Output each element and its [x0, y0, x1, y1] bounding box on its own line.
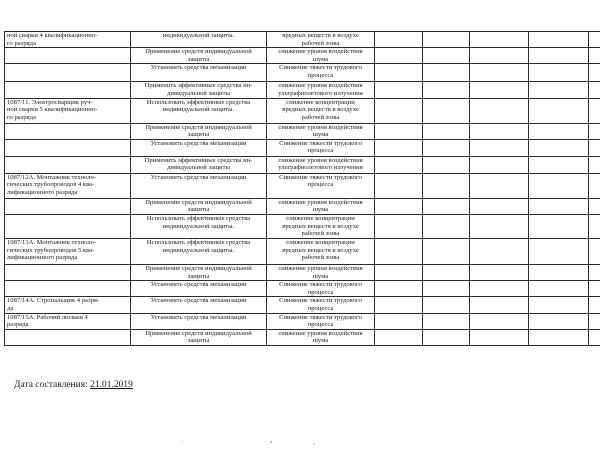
empty-cell [589, 48, 600, 64]
empty-cell [423, 264, 470, 280]
empty-cell [423, 313, 470, 329]
table-row [5, 123, 600, 139]
empty-cell [529, 156, 589, 173]
table-row [5, 48, 600, 64]
empty-cell [589, 123, 600, 139]
empty-cell [589, 139, 600, 156]
empty-cell [529, 198, 589, 214]
empty-cell [470, 173, 529, 198]
empty-cell [529, 48, 589, 64]
empty-cell [470, 198, 529, 214]
goal-cell: снижение уровня воздействия шума [267, 264, 375, 280]
table-body [5, 32, 600, 346]
compilation-date [14, 380, 133, 390]
empty-cell [470, 156, 529, 173]
measure-cell: Установить средства механизации [131, 281, 267, 297]
job-title-cell [5, 264, 131, 280]
empty-cell [375, 238, 423, 264]
table-row [5, 281, 600, 297]
goal-cell: вредных веществ в воздухе рабочей зоны [267, 32, 375, 48]
job-title-cell: 1087/12А. Монтажник техноло- гических трубопроводов 4 ква- лификационного разряда [5, 173, 131, 198]
empty-cell [589, 264, 600, 280]
empty-cell [470, 98, 529, 123]
empty-cell [423, 281, 470, 297]
empty-cell [589, 313, 600, 329]
empty-cell [589, 32, 600, 48]
table-row [5, 264, 600, 280]
empty-cell [423, 173, 470, 198]
empty-cell [423, 139, 470, 156]
table-row [5, 297, 600, 313]
goal-cell: Снижение тяжести трудового процесса [267, 64, 375, 82]
empty-cell [423, 214, 470, 238]
empty-cell [529, 329, 589, 345]
measure-cell: Применить эффективные средства ин- дивидуальной защиты [131, 156, 267, 173]
empty-cell [375, 214, 423, 238]
table-row [5, 64, 600, 82]
table-row [5, 214, 600, 238]
empty-cell [589, 82, 600, 98]
empty-cell [529, 82, 589, 98]
table-row [5, 173, 600, 198]
empty-cell [529, 139, 589, 156]
empty-cell [589, 173, 600, 198]
empty-cell [470, 82, 529, 98]
empty-cell [375, 329, 423, 345]
table-row [5, 82, 600, 98]
empty-cell [529, 123, 589, 139]
empty-cell [423, 156, 470, 173]
empty-cell [423, 238, 470, 264]
empty-cell [589, 281, 600, 297]
measure-cell: Применение средств индивидуальной защиты [131, 264, 267, 280]
goal-cell: снижение концентрации вредных веществ в воздухе рабочей зоны [267, 238, 375, 264]
empty-cell [589, 198, 600, 214]
measure-cell: индивидуальной защиты. [131, 32, 267, 48]
empty-cell [375, 313, 423, 329]
empty-cell [529, 98, 589, 123]
empty-cell [375, 281, 423, 297]
empty-cell [529, 238, 589, 264]
empty-cell [470, 264, 529, 280]
job-title-cell: 1087/14А. Стропальщик 4 разря- да [5, 297, 131, 313]
empty-cell [529, 64, 589, 82]
job-title-cell: 1087/15А. Рабочий люльки 4 разряда [5, 313, 131, 329]
measures-table [4, 31, 600, 346]
empty-cell [470, 214, 529, 238]
measure-cell: Использовать эффективные средства индивидуальной защиты. [131, 98, 267, 123]
measure-cell: Установить средства механизации [131, 139, 267, 156]
empty-cell [529, 32, 589, 48]
empty-cell [470, 238, 529, 264]
job-title-cell [5, 198, 131, 214]
measure-cell: Применение средств индивидуальной защиты [131, 198, 267, 214]
empty-cell [423, 64, 470, 82]
job-title-cell [5, 329, 131, 345]
compilation-date-label: Дата составления: [14, 380, 91, 390]
job-title-cell: ной сварки 4 квалификационно- го разряда [5, 32, 131, 48]
empty-cell [589, 238, 600, 264]
empty-cell [375, 264, 423, 280]
empty-cell [375, 64, 423, 82]
empty-cell [375, 98, 423, 123]
measure-cell: Применение средств индивидуальной защиты [131, 48, 267, 64]
table-row [5, 238, 600, 264]
empty-cell [375, 297, 423, 313]
empty-cell [375, 123, 423, 139]
empty-cell [470, 329, 529, 345]
empty-cell [375, 82, 423, 98]
empty-cell [589, 297, 600, 313]
empty-cell [470, 123, 529, 139]
empty-cell [423, 32, 470, 48]
measure-cell: Установить средства механизации [131, 313, 267, 329]
table-row [5, 139, 600, 156]
measure-cell: Применить эффективные средства ин- дивидуальной защиты [131, 82, 267, 98]
empty-cell [470, 313, 529, 329]
measure-cell: Использовать эффективные средства индивидуальной защиты. [131, 238, 267, 264]
goal-cell: снижение уровня воздействия шума [267, 123, 375, 139]
empty-cell [423, 297, 470, 313]
table-row [5, 98, 600, 123]
goal-cell: снижение уровня воздействия шума [267, 198, 375, 214]
job-title-cell [5, 214, 131, 238]
job-title-cell [5, 82, 131, 98]
measure-cell: Установить средства механизации [131, 297, 267, 313]
empty-cell [375, 156, 423, 173]
goal-cell: снижение уровня воздействия ультрафиолетового излучения [267, 156, 375, 173]
goal-cell: снижение уровня воздействия ультрафиолетового излучения [267, 82, 375, 98]
empty-cell [589, 64, 600, 82]
empty-cell [589, 329, 600, 345]
empty-cell [529, 297, 589, 313]
measure-cell: Установить средства механизации [131, 64, 267, 82]
empty-cell [423, 48, 470, 64]
job-title-cell [5, 48, 131, 64]
empty-cell [470, 32, 529, 48]
job-title-cell [5, 281, 131, 297]
empty-cell [375, 32, 423, 48]
goal-cell: Снижение тяжести трудового процесса [267, 139, 375, 156]
empty-cell [470, 139, 529, 156]
table-row [5, 313, 600, 329]
empty-cell [423, 123, 470, 139]
table-row [5, 156, 600, 173]
job-title-cell [5, 156, 131, 173]
measure-cell: Установить средства механизации [131, 173, 267, 198]
empty-cell [423, 98, 470, 123]
empty-cell [529, 264, 589, 280]
table-row [5, 329, 600, 345]
goal-cell: Снижение тяжести трудового процесса [267, 173, 375, 198]
empty-cell [529, 214, 589, 238]
empty-cell [589, 156, 600, 173]
empty-cell [470, 297, 529, 313]
job-title-cell: 1087/13А. Монтажник техноло- гических трубопроводов 5 ква- лификационного разряда [5, 238, 131, 264]
empty-cell [529, 313, 589, 329]
empty-cell [529, 281, 589, 297]
empty-cell [423, 329, 470, 345]
empty-cell [589, 214, 600, 238]
goal-cell: Снижение тяжести трудового процесса [267, 297, 375, 313]
empty-cell [375, 48, 423, 64]
empty-cell [423, 82, 470, 98]
empty-cell [375, 173, 423, 198]
empty-cell [470, 281, 529, 297]
empty-cell [375, 139, 423, 156]
measure-cell: Применение средств индивидуальной защиты [131, 123, 267, 139]
job-title-cell: 1087/11. Электросварщик руч- ной сварки 5 квалификационно- го разряда [5, 98, 131, 123]
empty-cell [529, 173, 589, 198]
empty-cell [470, 64, 529, 82]
goal-cell: Снижение тяжести трудового процесса [267, 281, 375, 297]
table-row [5, 32, 600, 48]
goal-cell: снижение концентрации вредных веществ в воздухе рабочей зоны [267, 214, 375, 238]
goal-cell: снижение уровня воздействия шума [267, 48, 375, 64]
job-title-cell [5, 64, 131, 82]
empty-cell [589, 98, 600, 123]
goal-cell: снижение концентрации вредных веществ в воздухе рабочей зоны [267, 98, 375, 123]
table-row [5, 198, 600, 214]
empty-cell [375, 198, 423, 214]
empty-cell [470, 48, 529, 64]
empty-cell [423, 198, 470, 214]
job-title-cell [5, 139, 131, 156]
measure-cell: Применение средств индивидуальной защиты [131, 329, 267, 345]
measure-cell: Использовать эффективные средства индивидуальной защиты. [131, 214, 267, 238]
goal-cell: Снижение тяжести трудового процесса [267, 313, 375, 329]
job-title-cell [5, 123, 131, 139]
goal-cell: снижение уровня воздействия шума [267, 329, 375, 345]
compilation-date-value: 21.01.2019 [90, 380, 133, 390]
